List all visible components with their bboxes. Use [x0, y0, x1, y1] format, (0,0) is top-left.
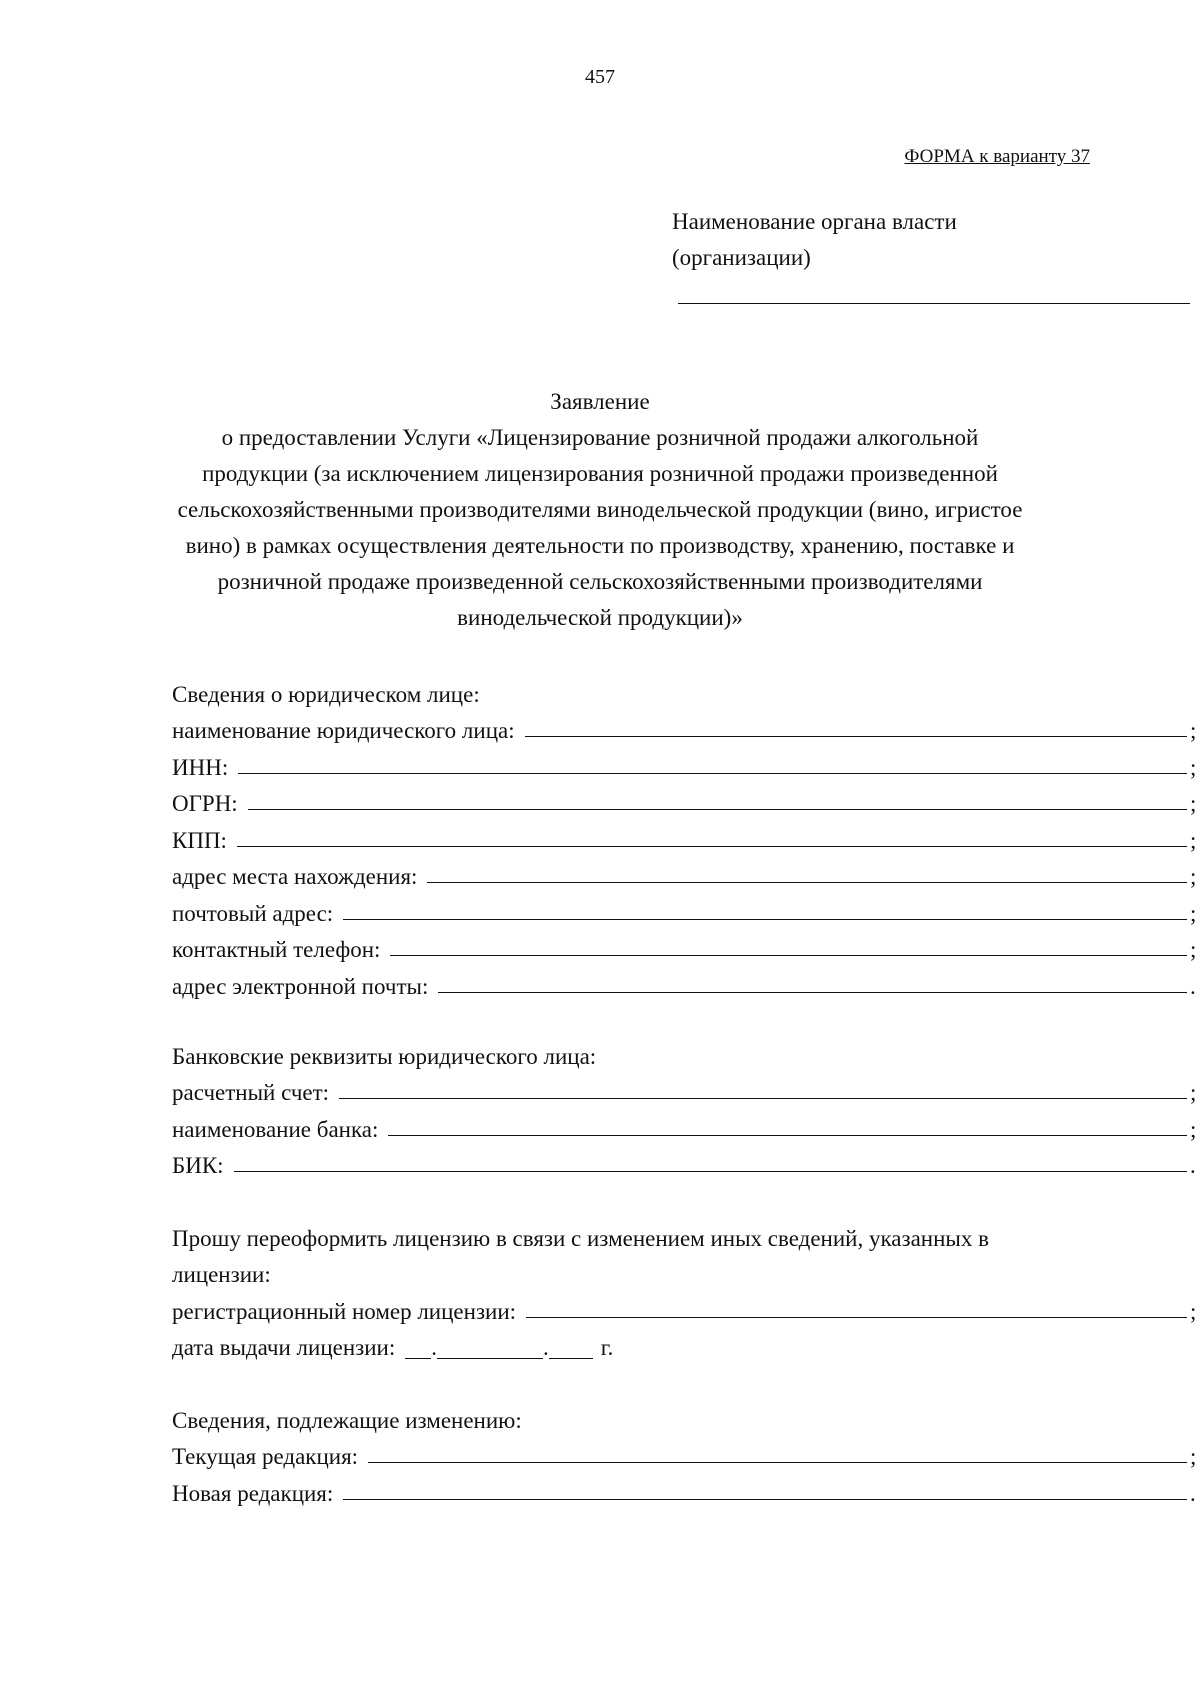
field-label: почтовый адрес:: [172, 900, 334, 926]
kpp-input[interactable]: [237, 846, 1187, 847]
field-end-mark: ;: [1190, 718, 1197, 743]
field-label: наименование юридического лица:: [172, 718, 515, 743]
field-row-inn: [172, 744, 1198, 781]
legal-entity-section: [172, 671, 1198, 1000]
title-line: сельскохозяйственными производителями винодельческой продукции (вино, игристое: [177, 497, 1023, 522]
authority-line-2: (организации): [672, 245, 811, 270]
field-row-phone: [172, 927, 1198, 964]
account-input[interactable]: [339, 1098, 1187, 1099]
bank-name-input[interactable]: [388, 1135, 1187, 1136]
application-title: [150, 384, 1050, 636]
field-label: адрес места нахождения:: [172, 864, 418, 889]
issue-day-input[interactable]: [405, 1358, 431, 1359]
new-edition-input[interactable]: [343, 1499, 1187, 1500]
field-end-mark: ;: [1190, 937, 1197, 962]
field-row-account: [172, 1070, 1198, 1107]
bank-section: [172, 1033, 1198, 1179]
field-row-bank-name: [172, 1106, 1198, 1143]
field-label: наименование банка:: [172, 1116, 379, 1142]
title-heading: Заявление: [550, 389, 650, 414]
title-line: продукции (за исключением лицензирования розничной продажи произведенной: [202, 461, 998, 486]
field-label: ИНН:: [172, 754, 229, 780]
field-row-location-address: [172, 854, 1198, 891]
field-label: Новая редакция:: [172, 1480, 334, 1506]
field-end-mark: .: [1190, 1480, 1196, 1506]
field-end-mark: ;: [1190, 1116, 1197, 1142]
field-end-mark: ;: [1190, 864, 1197, 889]
title-line: о предоставлении Услуги «Лицензирование розничной продажи алкогольной: [221, 425, 979, 450]
field-end-mark: .: [1190, 973, 1196, 999]
field-label: ОГРН:: [172, 791, 238, 816]
legal-entity-heading: Сведения о юридическом лице:: [172, 681, 480, 707]
authority-blank-line[interactable]: [678, 303, 1190, 304]
field-label: КПП:: [172, 827, 227, 853]
ogrn-input[interactable]: [248, 809, 1187, 810]
field-label: БИК:: [172, 1153, 224, 1178]
field-row-ogrn: [172, 781, 1198, 818]
bank-heading: Банковские реквизиты юридического лица:: [172, 1043, 597, 1069]
field-row-reg-number: [172, 1288, 1198, 1325]
field-label: расчетный счет:: [172, 1080, 330, 1105]
page-number: 457: [585, 66, 615, 88]
field-label: Текущая редакция:: [172, 1444, 359, 1469]
field-row-current-edition: [172, 1434, 1198, 1471]
field-label: контактный телефон:: [172, 937, 381, 962]
form-reference: ФОРМА к варианту 37: [904, 146, 1090, 167]
title-line: вино) в рамках осуществления деятельности по производству, хранению, поставке и: [185, 533, 1015, 558]
field-end-mark: ;: [1190, 900, 1197, 926]
field-end-mark: ;: [1190, 1080, 1197, 1105]
request-section: [172, 1215, 1198, 1361]
request-line-1: Прошу переоформить лицензию в связи с изменением иных сведений, указанных в: [172, 1225, 989, 1251]
issue-year-input[interactable]: [549, 1358, 593, 1359]
authority-line-1: Наименование органа власти: [672, 209, 957, 234]
field-row-entity-name: [172, 708, 1198, 745]
date-separator: .: [431, 1335, 437, 1360]
field-row-issue-date: [172, 1325, 1198, 1362]
field-label: регистрационный номер лицензии:: [172, 1298, 517, 1324]
title-line: розничной продаже произведенной сельскохозяйственными производителями: [217, 569, 983, 594]
phone-input[interactable]: [390, 955, 1187, 956]
field-end-mark: ;: [1190, 1298, 1197, 1324]
email-input[interactable]: [438, 992, 1187, 993]
reg-number-input[interactable]: [526, 1317, 1187, 1318]
field-row-bik: [172, 1143, 1198, 1180]
field-label: адрес электронной почты:: [172, 973, 429, 999]
year-suffix: г.: [600, 1335, 614, 1360]
field-end-mark: .: [1190, 1153, 1196, 1178]
field-end-mark: ;: [1190, 827, 1197, 853]
field-end-mark: ;: [1190, 754, 1197, 780]
entity-name-input[interactable]: [525, 736, 1187, 737]
field-row-email: [172, 963, 1198, 1000]
field-row-new-edition: [172, 1470, 1198, 1507]
date-separator: .: [543, 1335, 549, 1360]
changes-heading: Сведения, подлежащие изменению:: [172, 1407, 522, 1433]
field-row-postal-address: [172, 890, 1198, 927]
field-label: дата выдачи лицензии:: [172, 1335, 396, 1360]
changes-section: [172, 1397, 1198, 1507]
bik-input[interactable]: [234, 1171, 1187, 1172]
postal-address-input[interactable]: [343, 919, 1187, 920]
field-end-mark: ;: [1190, 791, 1197, 816]
current-edition-input[interactable]: [368, 1462, 1187, 1463]
request-line-2: лицензии:: [172, 1262, 271, 1287]
field-end-mark: ;: [1190, 1444, 1197, 1469]
title-line: винодельческой продукции)»: [457, 605, 743, 630]
inn-input[interactable]: [238, 773, 1187, 774]
authority-block: [672, 204, 957, 276]
location-address-input[interactable]: [427, 882, 1187, 883]
field-row-kpp: [172, 817, 1198, 854]
issue-month-input[interactable]: [437, 1358, 543, 1359]
